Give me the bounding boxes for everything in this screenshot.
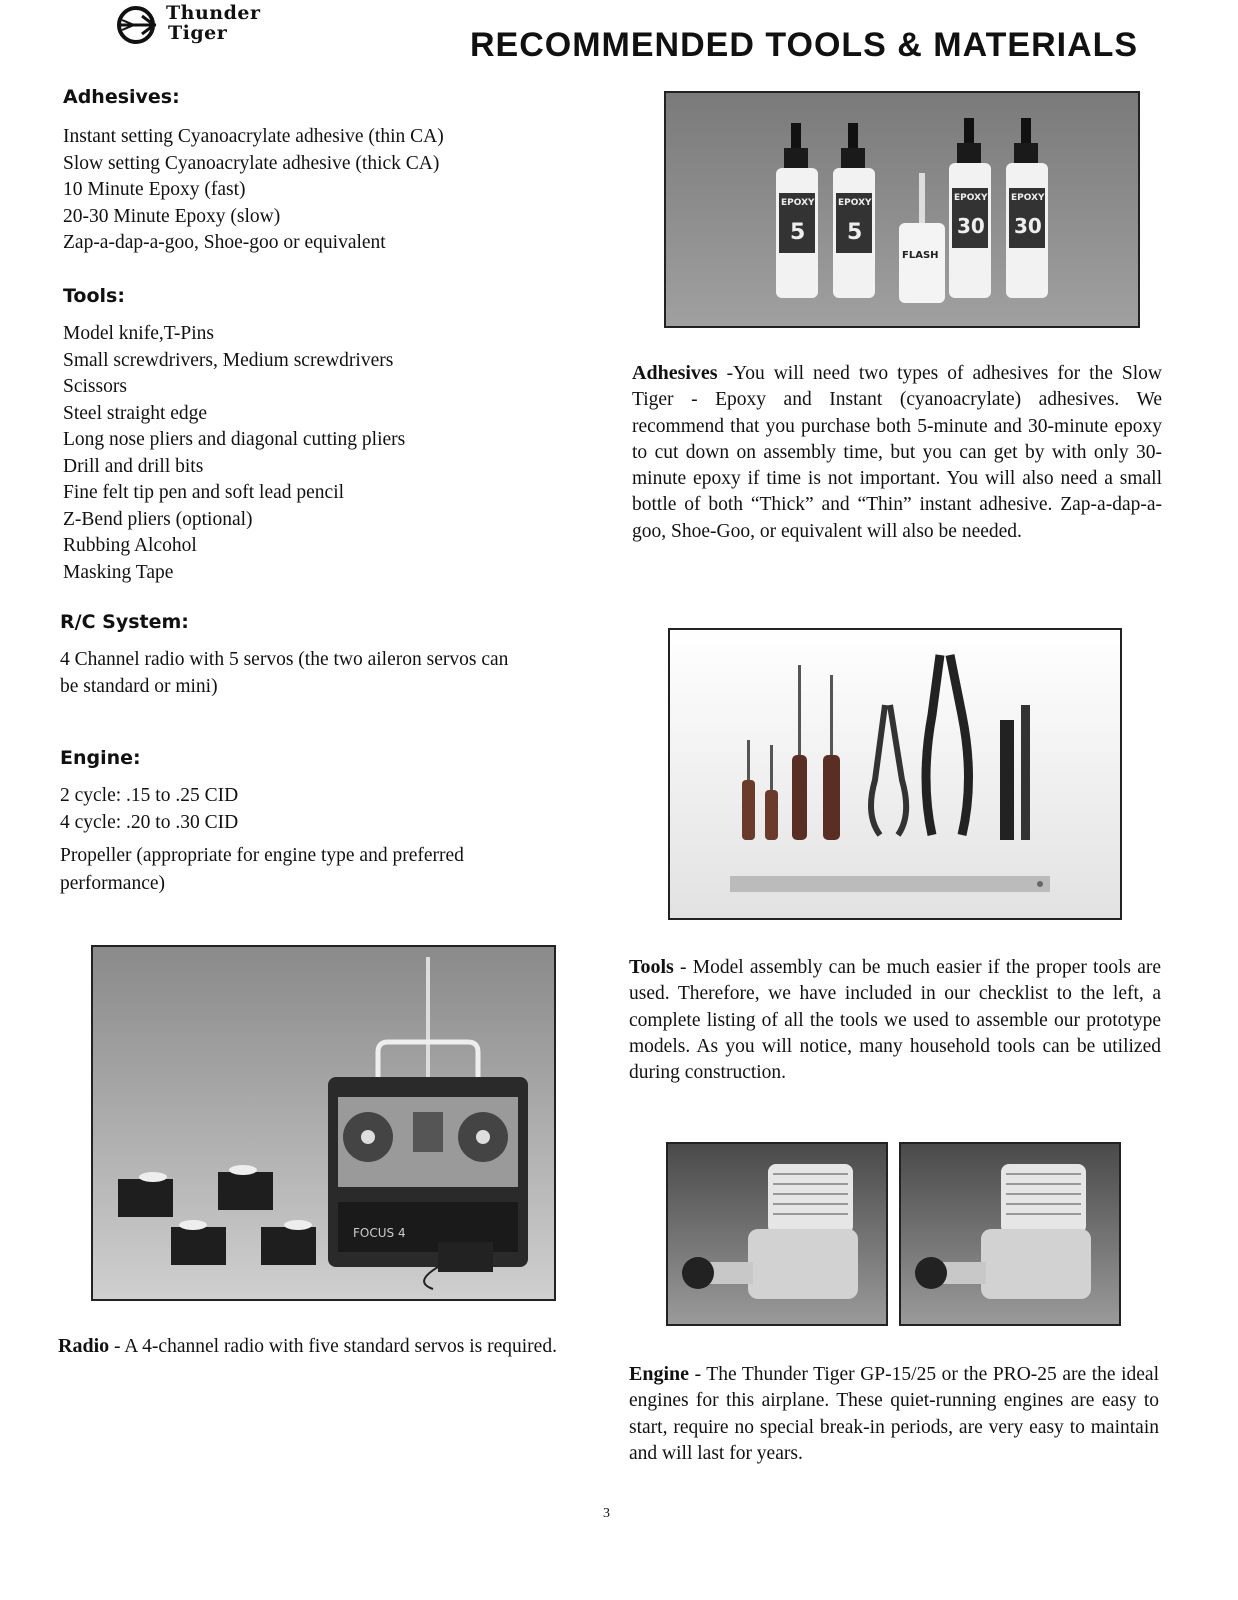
list-item: Drill and drill bits xyxy=(63,455,204,477)
page-title: RECOMMENDED TOOLS & MATERIALS xyxy=(470,26,1139,64)
radio-photo xyxy=(91,945,556,1301)
bottle-number: 30 xyxy=(1014,214,1042,238)
engine-caption-lead: Engine xyxy=(629,1363,690,1385)
tools-list xyxy=(63,321,405,586)
engine-photo-pro xyxy=(899,1142,1121,1326)
list-item: Z-Bend pliers (optional) xyxy=(63,508,253,530)
bottle-label: EPOXY xyxy=(1011,193,1045,203)
list-item: Rubbing Alcohol xyxy=(63,535,197,556)
radio-caption-text: - A 4-channel radio with five standard servos is required. xyxy=(109,1336,557,1357)
list-item: Small screwdrivers, Medium screwdrivers xyxy=(63,349,394,371)
adhesives-heading: Adhesives: xyxy=(63,86,180,108)
bottle-number: 30 xyxy=(957,214,985,238)
bottle-label: EPOXY xyxy=(954,193,988,203)
list-item: Scissors xyxy=(63,376,127,397)
tools-heading: Tools: xyxy=(63,285,125,307)
list-item: 20-30 Minute Epoxy (slow) xyxy=(63,205,281,227)
list-item: Model knife,T-Pins xyxy=(63,323,214,344)
list-item: 2 cycle: .15 to .25 CID xyxy=(60,785,239,806)
brand-line-2: Tiger xyxy=(168,22,228,44)
rc-system-heading: R/C System: xyxy=(60,611,189,633)
list-item: Slow setting Cyanoacrylate adhesive (thick CA) xyxy=(63,152,440,174)
brand-line-1: Thunder xyxy=(166,2,261,24)
list-item: Masking Tape xyxy=(63,561,174,583)
thunder-tiger-logo xyxy=(112,2,292,48)
rc-system-text: 4 Channel radio with 5 servos (the two aileron servos can be standard or mini) xyxy=(60,649,509,697)
bottle-label: FLASH xyxy=(902,250,939,261)
radio-brand-label: FOCUS 4 xyxy=(353,1226,406,1240)
adhesives-caption xyxy=(632,360,1162,545)
list-item: 4 cycle: .20 to .30 CID xyxy=(60,811,239,833)
tools-caption xyxy=(629,954,1161,1086)
adhesives-photo xyxy=(664,91,1140,328)
tiger-emblem-icon xyxy=(112,2,164,48)
adhesives-caption-text: -You will need two types of adhesives for the Slow Tiger - Epoxy and Instant (cyanoacrylate) adhesives. We recommend that you purchase both 5-minute and 30-minute epoxy to cut down on assembly time, but you can get by with only 30-minute epoxy if time is not important. You will also need a small bottle of both “Thick” and “Thin” instant adhesive. Zap-a-dap-a-goo, Shoe-Goo, or equivalent will also be needed. xyxy=(632,363,1162,542)
engine-heading: Engine: xyxy=(60,747,141,769)
list-item: Steel straight edge xyxy=(63,402,208,424)
list-item: Instant setting Cyanoacrylate adhesive (thin CA) xyxy=(63,126,444,147)
bottle-number: 5 xyxy=(847,220,863,245)
adhesives-list xyxy=(63,124,444,257)
engine-caption-text: - The Thunder Tiger GP-15/25 or the PRO-25 are the ideal engines for this airplane. These quiet-running engines are easy to start, require no special break-in periods, are very easy to maintain and will last for years. xyxy=(629,1364,1159,1464)
list-item: 10 Minute Epoxy (fast) xyxy=(63,179,246,200)
bottle-number: 5 xyxy=(790,220,806,245)
engine-caption xyxy=(629,1361,1159,1467)
bottle-label: EPOXY xyxy=(838,198,872,208)
list-item: Zap-a-dap-a-goo, Shoe-goo or equivalent xyxy=(63,232,386,253)
tools-caption-lead: Tools xyxy=(629,956,674,978)
page-number: 3 xyxy=(603,1506,610,1521)
engine-photo-gp xyxy=(666,1142,888,1326)
bottle-label: EPOXY xyxy=(781,198,815,208)
engine-list xyxy=(60,783,238,836)
list-item: Fine felt tip pen and soft lead pencil xyxy=(63,482,345,503)
radio-caption-lead: Radio xyxy=(58,1335,110,1357)
list-item: Long nose pliers and diagonal cutting pliers xyxy=(63,429,406,450)
tools-photo xyxy=(668,628,1122,920)
radio-caption xyxy=(58,1333,588,1360)
tools-caption-text: - Model assembly can be much easier if the proper tools are used. Therefore, we have included in our checklist to the left, a complete listing of all the tools we used to assemble our prototype models. As you will notice, many household tools can be utilized during construction. xyxy=(629,957,1161,1084)
adhesives-caption-lead: Adhesives xyxy=(632,362,718,384)
propeller-text: Propeller (appropriate for engine type and preferred performance) xyxy=(60,845,464,894)
